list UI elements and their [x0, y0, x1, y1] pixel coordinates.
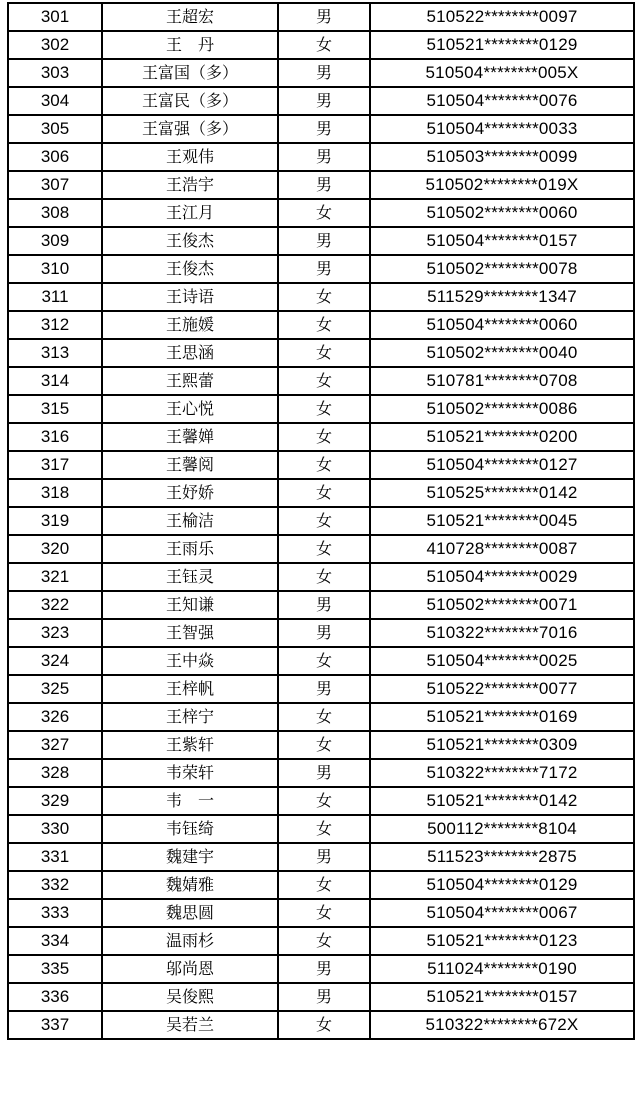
table-row — [8, 955, 634, 983]
student-name-cell: 王施媛 — [102, 311, 278, 339]
id-number-cell: 510504********0025 — [370, 647, 634, 675]
gender-cell: 男 — [278, 171, 370, 199]
serial-number-cell: 307 — [8, 171, 102, 199]
id-number-cell: 510322********672X — [370, 1011, 634, 1039]
serial-number-cell: 305 — [8, 115, 102, 143]
id-number-cell: 510525********0142 — [370, 479, 634, 507]
id-number-cell: 510781********0708 — [370, 367, 634, 395]
table-row — [8, 339, 634, 367]
table-row — [8, 367, 634, 395]
serial-number-cell: 328 — [8, 759, 102, 787]
gender-cell: 女 — [278, 479, 370, 507]
student-name-cell: 王俊杰 — [102, 255, 278, 283]
serial-number-cell: 327 — [8, 731, 102, 759]
student-name-cell: 王富国（多） — [102, 59, 278, 87]
id-number-cell: 510502********0071 — [370, 591, 634, 619]
roster-table-body — [8, 3, 634, 1039]
serial-number-cell: 321 — [8, 563, 102, 591]
student-name-cell: 韦荣轩 — [102, 759, 278, 787]
serial-number-cell: 311 — [8, 283, 102, 311]
student-name-cell: 王钰灵 — [102, 563, 278, 591]
gender-cell: 女 — [278, 311, 370, 339]
serial-number-cell: 333 — [8, 899, 102, 927]
serial-number-cell: 322 — [8, 591, 102, 619]
gender-cell: 男 — [278, 759, 370, 787]
student-name-cell: 王思涵 — [102, 339, 278, 367]
serial-number-cell: 310 — [8, 255, 102, 283]
serial-number-cell: 316 — [8, 423, 102, 451]
student-name-cell: 王熙蕾 — [102, 367, 278, 395]
id-number-cell: 510322********7172 — [370, 759, 634, 787]
gender-cell: 女 — [278, 535, 370, 563]
id-number-cell: 510521********0309 — [370, 731, 634, 759]
student-name-cell: 王浩宇 — [102, 171, 278, 199]
id-number-cell: 500112********8104 — [370, 815, 634, 843]
gender-cell: 男 — [278, 59, 370, 87]
student-name-cell: 王紫轩 — [102, 731, 278, 759]
serial-number-cell: 302 — [8, 31, 102, 59]
id-number-cell: 510521********0169 — [370, 703, 634, 731]
gender-cell: 女 — [278, 31, 370, 59]
table-row — [8, 647, 634, 675]
id-number-cell: 511529********1347 — [370, 283, 634, 311]
serial-number-cell: 319 — [8, 507, 102, 535]
table-row — [8, 115, 634, 143]
table-row — [8, 227, 634, 255]
table-row — [8, 479, 634, 507]
student-name-cell: 王富强（多） — [102, 115, 278, 143]
gender-cell: 女 — [278, 871, 370, 899]
serial-number-cell: 325 — [8, 675, 102, 703]
gender-cell: 女 — [278, 899, 370, 927]
serial-number-cell: 320 — [8, 535, 102, 563]
table-row — [8, 843, 634, 871]
id-number-cell: 510522********0077 — [370, 675, 634, 703]
student-name-cell: 魏思圆 — [102, 899, 278, 927]
student-name-cell: 韦钰绮 — [102, 815, 278, 843]
id-number-cell: 510504********005X — [370, 59, 634, 87]
student-name-cell: 王雨乐 — [102, 535, 278, 563]
student-name-cell: 王妤娇 — [102, 479, 278, 507]
student-name-cell: 王富民（多） — [102, 87, 278, 115]
table-row — [8, 675, 634, 703]
student-name-cell: 温雨杉 — [102, 927, 278, 955]
serial-number-cell: 306 — [8, 143, 102, 171]
id-number-cell: 511024********0190 — [370, 955, 634, 983]
serial-number-cell: 326 — [8, 703, 102, 731]
serial-number-cell: 304 — [8, 87, 102, 115]
table-row — [8, 3, 634, 31]
serial-number-cell: 331 — [8, 843, 102, 871]
table-row — [8, 255, 634, 283]
id-number-cell: 510322********7016 — [370, 619, 634, 647]
table-row — [8, 423, 634, 451]
table-row — [8, 983, 634, 1011]
gender-cell: 男 — [278, 87, 370, 115]
student-name-cell: 王智强 — [102, 619, 278, 647]
table-row — [8, 283, 634, 311]
student-name-cell: 王俊杰 — [102, 227, 278, 255]
gender-cell: 男 — [278, 3, 370, 31]
table-row — [8, 731, 634, 759]
gender-cell: 男 — [278, 955, 370, 983]
table-row — [8, 759, 634, 787]
serial-number-cell: 313 — [8, 339, 102, 367]
serial-number-cell: 337 — [8, 1011, 102, 1039]
table-row — [8, 311, 634, 339]
gender-cell: 女 — [278, 507, 370, 535]
table-row — [8, 171, 634, 199]
gender-cell: 女 — [278, 815, 370, 843]
id-number-cell: 510504********0129 — [370, 871, 634, 899]
id-number-cell: 510504********0127 — [370, 451, 634, 479]
table-row — [8, 563, 634, 591]
student-name-cell: 王中焱 — [102, 647, 278, 675]
gender-cell: 男 — [278, 143, 370, 171]
table-row — [8, 87, 634, 115]
table-row — [8, 451, 634, 479]
gender-cell: 女 — [278, 731, 370, 759]
gender-cell: 男 — [278, 675, 370, 703]
id-number-cell: 510521********0142 — [370, 787, 634, 815]
gender-cell: 女 — [278, 199, 370, 227]
id-number-cell: 510504********0033 — [370, 115, 634, 143]
table-row — [8, 395, 634, 423]
table-row — [8, 703, 634, 731]
gender-cell: 女 — [278, 1011, 370, 1039]
id-number-cell: 510504********0157 — [370, 227, 634, 255]
serial-number-cell: 336 — [8, 983, 102, 1011]
id-number-cell: 510504********0076 — [370, 87, 634, 115]
id-number-cell: 510521********0123 — [370, 927, 634, 955]
gender-cell: 男 — [278, 227, 370, 255]
serial-number-cell: 329 — [8, 787, 102, 815]
student-name-cell: 王江月 — [102, 199, 278, 227]
table-row — [8, 31, 634, 59]
serial-number-cell: 324 — [8, 647, 102, 675]
id-number-cell: 510502********0086 — [370, 395, 634, 423]
student-name-cell: 王梓宁 — [102, 703, 278, 731]
id-number-cell: 510521********0157 — [370, 983, 634, 1011]
table-row — [8, 619, 634, 647]
serial-number-cell: 334 — [8, 927, 102, 955]
table-row — [8, 59, 634, 87]
id-number-cell: 510502********0040 — [370, 339, 634, 367]
gender-cell: 男 — [278, 843, 370, 871]
gender-cell: 女 — [278, 787, 370, 815]
gender-cell: 女 — [278, 423, 370, 451]
student-name-cell: 王观伟 — [102, 143, 278, 171]
serial-number-cell: 332 — [8, 871, 102, 899]
student-name-cell: 王榆洁 — [102, 507, 278, 535]
student-name-cell: 魏婧雅 — [102, 871, 278, 899]
serial-number-cell: 301 — [8, 3, 102, 31]
gender-cell: 女 — [278, 367, 370, 395]
id-number-cell: 510502********019X — [370, 171, 634, 199]
student-name-cell: 魏建宇 — [102, 843, 278, 871]
gender-cell: 女 — [278, 703, 370, 731]
serial-number-cell: 309 — [8, 227, 102, 255]
serial-number-cell: 314 — [8, 367, 102, 395]
gender-cell: 男 — [278, 591, 370, 619]
id-number-cell: 510521********0200 — [370, 423, 634, 451]
gender-cell: 女 — [278, 339, 370, 367]
id-number-cell: 510521********0045 — [370, 507, 634, 535]
gender-cell: 女 — [278, 283, 370, 311]
id-number-cell: 510504********0067 — [370, 899, 634, 927]
table-row — [8, 591, 634, 619]
table-row — [8, 507, 634, 535]
student-name-cell: 王梓帆 — [102, 675, 278, 703]
id-number-cell: 510504********0060 — [370, 311, 634, 339]
serial-number-cell: 330 — [8, 815, 102, 843]
table-row — [8, 1011, 634, 1039]
serial-number-cell: 303 — [8, 59, 102, 87]
serial-number-cell: 323 — [8, 619, 102, 647]
table-row — [8, 535, 634, 563]
student-name-cell: 王心悦 — [102, 395, 278, 423]
student-name-cell: 吴俊熙 — [102, 983, 278, 1011]
student-name-cell: 王超宏 — [102, 3, 278, 31]
student-name-cell: 邬尚恩 — [102, 955, 278, 983]
id-number-cell: 510502********0078 — [370, 255, 634, 283]
gender-cell: 男 — [278, 115, 370, 143]
gender-cell: 女 — [278, 647, 370, 675]
student-name-cell: 王知谦 — [102, 591, 278, 619]
student-name-cell: 王馨阅 — [102, 451, 278, 479]
serial-number-cell: 315 — [8, 395, 102, 423]
serial-number-cell: 312 — [8, 311, 102, 339]
id-number-cell: 410728********0087 — [370, 535, 634, 563]
roster-table — [7, 2, 635, 1040]
student-name-cell: 韦 一 — [102, 787, 278, 815]
student-name-cell: 王馨婵 — [102, 423, 278, 451]
gender-cell: 男 — [278, 255, 370, 283]
gender-cell: 女 — [278, 563, 370, 591]
gender-cell: 男 — [278, 983, 370, 1011]
table-row — [8, 787, 634, 815]
table-row — [8, 927, 634, 955]
student-name-cell: 王 丹 — [102, 31, 278, 59]
id-number-cell: 511523********2875 — [370, 843, 634, 871]
gender-cell: 女 — [278, 395, 370, 423]
table-row — [8, 815, 634, 843]
table-row — [8, 199, 634, 227]
gender-cell: 女 — [278, 451, 370, 479]
id-number-cell: 510503********0099 — [370, 143, 634, 171]
table-row — [8, 871, 634, 899]
serial-number-cell: 308 — [8, 199, 102, 227]
serial-number-cell: 317 — [8, 451, 102, 479]
student-name-cell: 吴若兰 — [102, 1011, 278, 1039]
gender-cell: 女 — [278, 927, 370, 955]
serial-number-cell: 335 — [8, 955, 102, 983]
id-number-cell: 510502********0060 — [370, 199, 634, 227]
table-row — [8, 899, 634, 927]
student-name-cell: 王诗语 — [102, 283, 278, 311]
table-row — [8, 143, 634, 171]
id-number-cell: 510521********0129 — [370, 31, 634, 59]
gender-cell: 男 — [278, 619, 370, 647]
serial-number-cell: 318 — [8, 479, 102, 507]
id-number-cell: 510522********0097 — [370, 3, 634, 31]
id-number-cell: 510504********0029 — [370, 563, 634, 591]
